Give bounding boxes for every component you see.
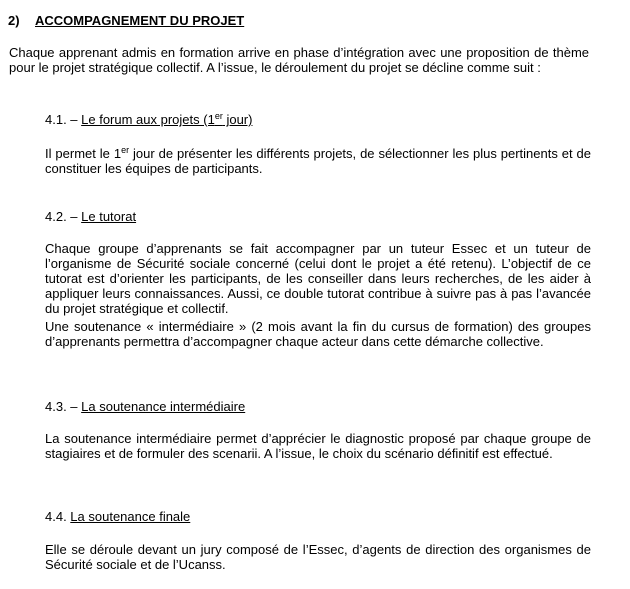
subsection-title: La soutenance intermédiaire — [81, 399, 246, 414]
paragraph-forum: Il permet le 1er jour de présenter les différents projets, de sélectionner les plus pertinents et de constituer les équipes de participants. — [45, 145, 591, 176]
paragraph-soutenance-finale: Elle se déroule devant un jury composé de l’Essec, d’agents de direction des organismes de Sécurité sociale et de l’Ucanss. — [45, 542, 591, 572]
subsection-number: 4.4. — [45, 509, 71, 524]
intro-paragraph: Chaque apprenant admis en formation arrive en phase d’intégration avec une proposition de thème pour le projet stratégique collectif. A l’issue, le déroulement du projet se décline comme suit : — [9, 45, 589, 75]
paragraph-tutorat: Chaque groupe d’apprenants se fait accompagner par un tuteur Essec et un tuteur de l’organisme de Sécurité sociale concerné (celui dont le projet a été retenu). L’objectif de ce tutorat est d’orienter les participants, de les conseiller dans leurs recherches, de les aider à appliquer leurs connaissances. Aussi, ce double tutorat contribue à suivre pas à pas l’avancée du projet stratégique et collectif. — [45, 241, 591, 316]
subsection-number: 4.2. – — [45, 209, 82, 224]
subsection-title: Le tutorat — [81, 209, 137, 224]
subsection-number: 4.3. – — [45, 399, 82, 414]
subsection-heading-tutorat — [45, 209, 136, 224]
section-title: ACCOMPAGNEMENT DU PROJET — [35, 13, 245, 28]
paragraph-soutenance-intermediaire: La soutenance intermédiaire permet d’apprécier le diagnostic proposé par chaque groupe de stagiaires et de formuler des scenarii. A l’issue, le choix du scénario définitif est effectué. — [45, 431, 591, 461]
subsection-number: 4.1. – — [45, 112, 82, 127]
section-heading — [8, 13, 244, 28]
subsection-heading-soutenance-finale — [45, 509, 190, 524]
subsection-title: Le forum aux projets (1er jour) — [81, 111, 253, 127]
subsection-title: La soutenance finale — [70, 509, 191, 524]
subsection-heading-soutenance-intermediaire — [45, 399, 245, 414]
subsection-heading-forum — [45, 112, 252, 127]
section-number: 2) — [8, 13, 20, 28]
paragraph-tutorat-soutenance: Une soutenance « intermédiaire » (2 mois avant la fin du cursus de formation) des groupes d’apprenants permettra d’accompagner chaque acteur dans cette démarche collective. — [45, 319, 591, 349]
